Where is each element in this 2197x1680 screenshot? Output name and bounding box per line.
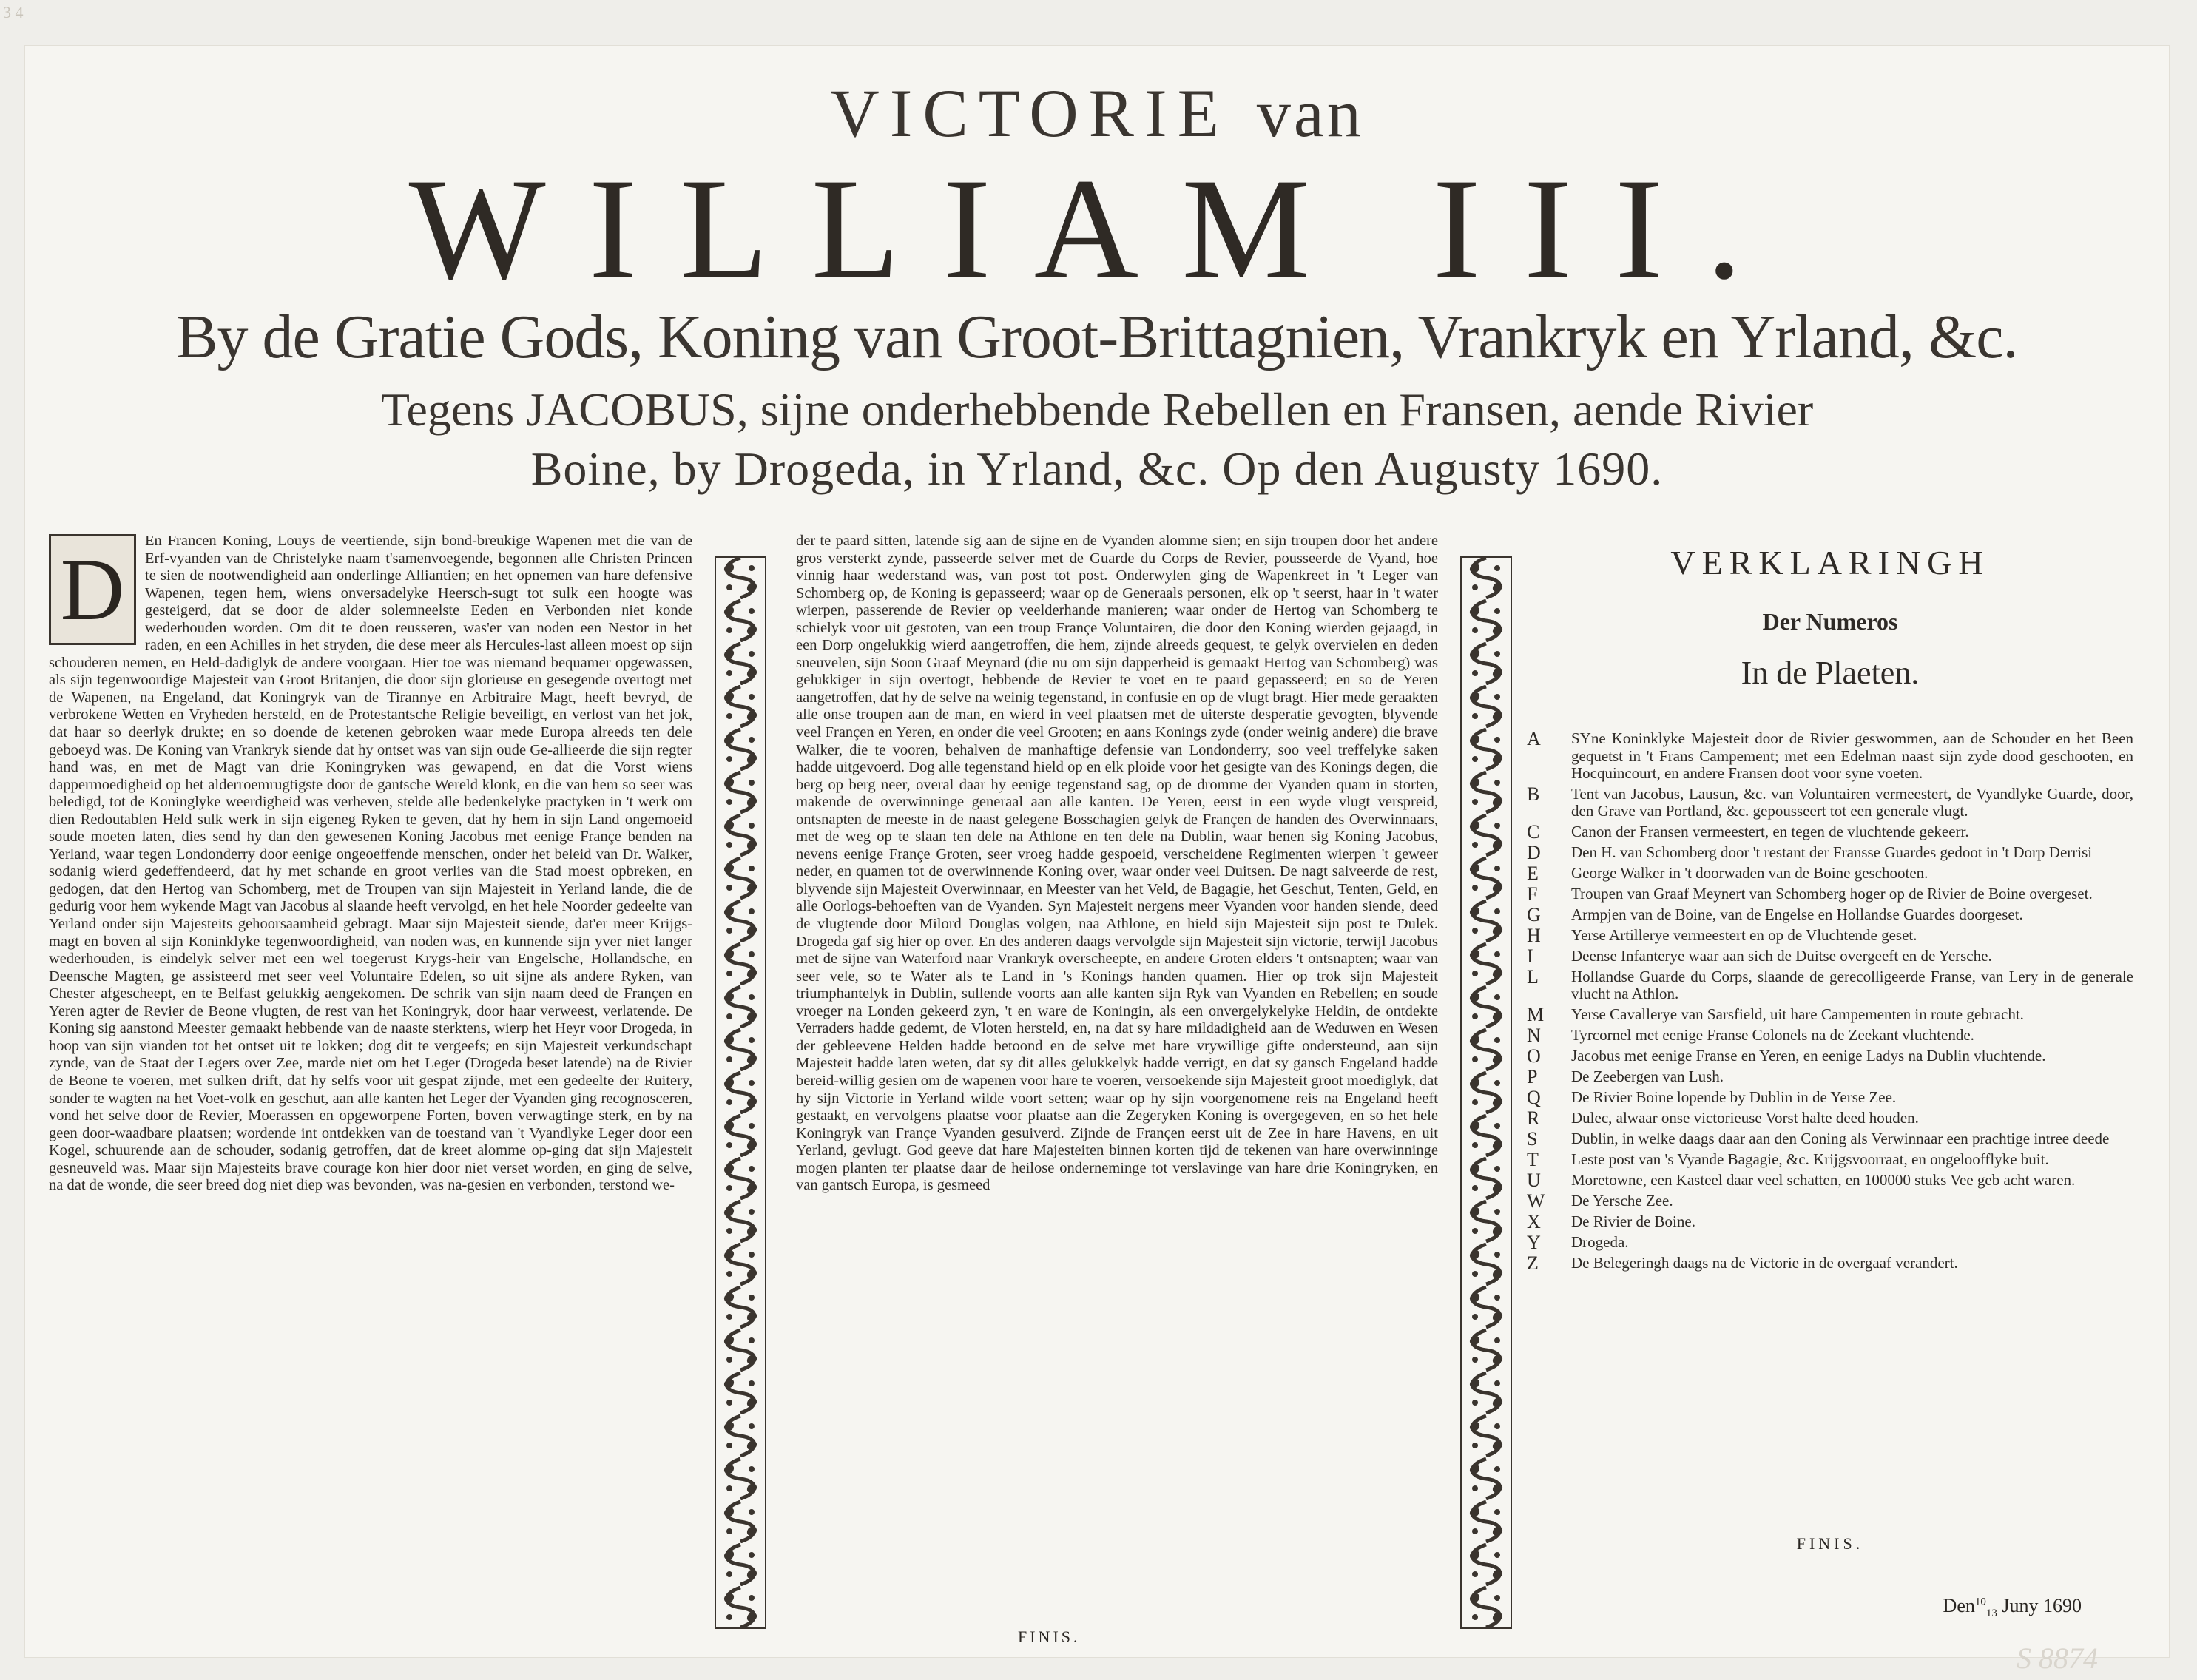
- legend-key: T: [1527, 1148, 1539, 1170]
- legend-key: P: [1527, 1065, 1538, 1087]
- legend-text: Moretowne, een Kasteel daar veel schatten, en 100000 stuks Vee geb acht waren.: [1571, 1170, 2076, 1189]
- legend-item: [1527, 1003, 2133, 1025]
- legend-text: De Yersche Zee.: [1571, 1191, 1673, 1210]
- legend-item: [1527, 1045, 2133, 1067]
- headline-van-word: van: [1256, 75, 1364, 151]
- legend-key: B: [1527, 783, 1540, 805]
- legend-text: SYne Koninklyke Majesteit door de Rivier geswommen, aan de Schouder en het Been gequetst in 't Frans Campement; met een Edelman naast sijn zyde dood geschooten, en Hocquincourt, en andere Fransen doot voor syne voeten.: [1571, 729, 2133, 782]
- headline-victorie: [25, 74, 2169, 152]
- legend-subtitle: Der Numeros: [1762, 608, 1898, 635]
- legend-text: Leste post van 's Vyande Bagagie, &c. Krijgsvoorraat, en ongeloofflyke buit.: [1571, 1150, 2049, 1168]
- legend-text: Yerse Cavallerye van Sarsfield, uit hare Campementen in route gebracht.: [1571, 1005, 2024, 1023]
- legend-key: U: [1527, 1169, 1541, 1191]
- legend-list: [1527, 730, 2133, 1275]
- legend-item: [1527, 1127, 2133, 1150]
- legend-key: W: [1527, 1190, 1545, 1212]
- legend-key: M: [1527, 1003, 1545, 1025]
- legend-text: Dulec, alwaar onse victorieuse Vorst halte deed houden.: [1571, 1108, 1919, 1127]
- legend-item: [1527, 862, 2133, 884]
- headline-boine: Boine, by Drogeda, in Yrland, &c. Op den Augusty 1690.: [530, 442, 1664, 495]
- legend-item: [1527, 783, 2133, 820]
- legend-text: De Rivier Boine lopende by Dublin in de Yerse Zee.: [1571, 1087, 1897, 1106]
- legend-key: F: [1527, 883, 1538, 905]
- pencil-inventory-mark: S 8874: [2017, 1642, 2098, 1675]
- legend-key: Y: [1527, 1231, 1541, 1253]
- legend-finis: FINIS.: [1796, 1534, 1864, 1553]
- legend-key: R: [1527, 1107, 1540, 1129]
- corner-pencil-mark: 3 4: [3, 3, 24, 21]
- legend-item: [1527, 903, 2133, 925]
- legend-key: E: [1527, 862, 1539, 884]
- dateline: [1943, 1595, 2082, 1620]
- legend-text: Troupen van Graaf Meynert van Schomberg hoger op de Rivier de Boine overgeset.: [1571, 884, 2093, 903]
- legend-item: [1527, 1065, 2133, 1087]
- legend-key: D: [1527, 841, 1541, 863]
- legend-key: Z: [1527, 1252, 1539, 1274]
- legend-key: S: [1527, 1127, 1538, 1150]
- legend-item: [1527, 1107, 2133, 1129]
- legend-key: N: [1527, 1024, 1541, 1046]
- headline-william: WILLIAM III.: [408, 149, 1786, 309]
- legend-item: [1527, 885, 2133, 903]
- legend-item: [1527, 1231, 2133, 1253]
- ornament-border-left: [715, 556, 766, 1629]
- legend-text: Den H. van Schomberg door 't restant der Fransse Guardes gedoot in 't Dorp Derrisi: [1571, 843, 2093, 861]
- legend-key: O: [1527, 1045, 1541, 1067]
- legend-item: [1527, 1169, 2133, 1191]
- legend-item: [1527, 924, 2133, 946]
- legend-text: Drogeda.: [1571, 1232, 1629, 1251]
- legend-text: Jacobus met eenige Franse en Yeren, en eenige Ladys na Dublin vluchtende.: [1571, 1046, 2046, 1065]
- legend-text: De Rivier de Boine.: [1571, 1212, 1695, 1230]
- legend-item: [1527, 820, 2133, 843]
- legend-key: X: [1527, 1210, 1541, 1232]
- legend-key: Q: [1527, 1086, 1541, 1108]
- legend-key: C: [1527, 820, 1540, 843]
- legend-subtitle-2: In de Plaeten.: [1741, 655, 1920, 691]
- article-finis: FINIS.: [1018, 1627, 1081, 1646]
- legend-text: De Belegeringh daags na de Victorie in de overgaaf verandert.: [1571, 1253, 1958, 1272]
- legend-key: G: [1527, 903, 1541, 925]
- article-text-middle: der te paard sitten, latende sig aan de sijne en de Vyanden alomme sien; en sijn troupen door het andere gros versterkt zynde, passeerde selver met de Guarde du Corps de Revier, pousseerde de Vyand, hoe vinnig haar wederstand was, van post tot post. Onderwylen ging de Wapenkreet in 't Leger van Schomberg op, de Koning is gepasseerd; waar op de Generaals personen, elk op 't seerst, haar in 't water wierpen, passerende de Revier op veelderhande manieren; waar onder de Hertog van Schomberg te schielyk voor uit gestoten, van een troup Françe Voluntairen, die door den Koning wierden gejaagd, in een Dorp ongelukkig wierd aangetroffen, die hem, zijnde alreeds gequest, te gelyk overvielen en deden sneuvelen, sijn Soon Graaf Meynard (die nu om sijn dapperheid is gemaakt Hertog van Schomberg) was gelukkiger in sijn overtogt, hebbende de Revier te voet en te paard gepasseerd; en so de Yeren aangetroffen, dat hy de selve na weinig tegenstand, in confusie en op de vlugt bragt. Hier mede geraakten alle onse troupen aan de man, en wierd in veel plaatsen met de uiterste desperatie gevogten, blyvende veel Françen en Yeren, en onder die veel Grooten; en aans Konings zyde (onder weinig andere) die brave Walker, die te vooren, behalven de manhaftige defensie van Londonderry, soo veel treffelyke saken hadde uitgevoerd. Dog alle tegenstand hield op en elk ploide voor het gesigte van des Konings degen, die berg op berg neer, overal daar hy eenige tegenstand sag, op de dromme der Vyanden quam in storten, makende de overwinninge generaal aan alle kanten. De Yeren, eerst in een wyde vlugt verspreid, ontsnapten de meeste in de naast gelegene Bosschagien gelyk de Françen de handen des Overwinnaars, met de weg op te slaan ten dele na Athlone en ten dele na Dublin, waar henen sig Koning Jacobus, nevens eenige Françe Groten, seer vroeg hadde gespoeid, verscheidene Regimenten wierpen 't geweer neder, en quamen tot de overwinnende Koning over, waar onder veel Duitsen. De nagt salveerde de rest, blyvende sijn Majesteit Overwinnaar, en Meester van het Veld, de Bagagie, het Geschut, Tenten, Geld, en alle Oorlogs-behoeften van de Vyanden. Syn Majesteit nergens meer Vyanden voor handen siende, deed de vlugtende door Milord Douglas volgen, naa Athlone, en hield sijn Majesteit sijn post te Dulek. Drogeda gaf sig hier op over. En des anderen daags vervolgde sijn Majesteit sijn victorie, terwijl Jacobus met de sijne van Waterford naar Vrankryk overscheepte, en andere Groten elders 't ontsnapten; waar van seer vele, so te Water als te Land in 's Konings handen quamen. Hier op trok sijn Majesteit triumphantelyk in Dublin, sullende voorts aan alle kanten sijn Ryk van Vyanden en Rebellen; en soude vroeger na Londen gekeerd zyn, 't en ware de Koningin, als een onvergelykelyke Heldin, de ontdekte Verraders hadde gedemt, de Vloten hersteld, en, na dat sy hare mildadigheid aan de Weduwen en Wesen der gebleevene Helden hadde betoond en de selve met hare vrywillige gifte ondersteund, aan sijn Majesteit hadde laten weten, dat sy dit alles gelukkelyk hadde verrigt, en dat sy gansch Engeland hadde bereid-willig gesien om de wapenen voor hare te voeren, versoekende sijn Majesteit groot moediglyk, dat hy sijn Victorie in Yerland wilde voort setten; waar op hy sijn voorgenomene reis na Engeland heeft gestaakt, en vervolgens plaatse voor plaatse aan die Zegeryken Koning is overgegeven, en so het hele Koningryk van Françe Vyanden gesuiverd. Zijnde de Françen eerst uit de Zee in hare Havens, en uit Yerland, gevlugt. God geeve dat hare Majesteiten binnen korten tijd de tekenen van hare overwinninge mogen planten ter plaatse daar de heilose onderneminge tot verslavinge van hare drie Koningryken, en van gantsch Europa, is gesmeed: [796, 533, 1438, 1194]
- legend-item: [1527, 841, 2133, 863]
- article-column-left: [49, 533, 692, 1195]
- legend-text: Deense Infanterye waar aan sich de Duitse overgeeft en de Yersche.: [1571, 946, 1992, 965]
- headline-tegens: Tegens JACOBUS, sijne onderhebbende Rebellen en Fransen, aende Rivier: [380, 383, 1814, 436]
- date-rest: Juny 1690: [2002, 1595, 2082, 1616]
- decorated-initial: D: [49, 534, 136, 645]
- legend-title: VERKLARINGH: [1670, 544, 1990, 581]
- legend-item: [1527, 1148, 2133, 1170]
- legend-item: [1527, 1252, 2133, 1274]
- legend-text: Tyrcornel met eenige Franse Colonels na de Zeekant vluchtende.: [1571, 1025, 1974, 1044]
- date-prefix: Den: [1943, 1595, 1975, 1616]
- legend-item: [1527, 965, 2133, 1003]
- legend-item: [1527, 1192, 2133, 1210]
- legend-item: [1527, 945, 2133, 967]
- legend-text: George Walker in 't doorwaden van de Boine geschooten.: [1571, 863, 1928, 882]
- legend-text: Tent van Jacobus, Lausun, &c. van Voluntairen vermeestert, de Vyandlyke Guarde, door, den Grave van Portland, &c. gepousseert tot een generale vlugt.: [1571, 784, 2133, 820]
- article-column-middle: [796, 533, 1438, 1195]
- legend-text: Armpjen van de Boine, van de Engelse en Hollandse Guardes doorgeset.: [1571, 905, 2023, 923]
- legend-key: I: [1527, 945, 1533, 967]
- article-text-left: En Francen Koning, Louys de veertiende, sijn bond-breukige Wapenen met die van de Erf-vyanden van de Christelyke naam t'samenvoegende, begonnen alle Christen Princen te sien de nootwendigheid aan onderlinge Alliantien; en het opnemen van hare defensive Wapenen, tegen hem, wiens onversadelyke Heersch-sugt tot sulk een hoogte was gesteigerd, dat se door de alder solemneelste Eeden en Verbonden niet konde wederhouden worden. Om dit te doen reusseren, was'er van noden een Nestor in het raden, en een Achilles in het stryden, die dese meer als Hercules-last alleen moest op sijn schouderen nemen, en Held-dadiglyk de andere voorgaan. Hier toe was niemand bequamer opgewassen, als sijn tegenwoordige Majesteit van Groot Britanjen, die door sijn glorieuse en gesegende overtogt met de Wapenen, na Engeland, dat Koningryk van de Tirannye en Arbitraire Magt, heeft bevryd, de verbrokene Wetten en Vryheden hersteld, en de Protestantsche Religie beveiligt, en verlost van het jok, dat haar so deerlyk drukte; en so doende de ketenen gebroken waar mede Europa alreeds ten dele geboeyd was. De Koning van Vrankryk siende dat hy ontset was van sijn oude Ge-allieerde die sijn regter hand was, en met de Magt van drie Koningryken was gewapend, en dat die Vorst wiens dappermoedigheid op het alderroemrugtigste door de gantsche Wereld klonk, en die van hem so seer was beledigd, tot de Koninglyke weerdigheid was verheven, stelde alle bedenkelyke practyken in 't werk om dien Redoutablen Held sulk werk in sijn eigeneg Ryken te geven, dat hy hem in sijn Land ongemoeid soude moeten laten, dies send hy dan den gewesenen Koning Jacobus met eenige Françe benden na Yerland, waar tegen Londonderry door eenige ongeoeffende menschen, onder het beleid van Dr. Walker, sodanig wierd gedeffendeerd, dat hy met schande en groot verlies van die Stad moest opbreken, en gedogen, dat den Hertog van Schomberg, met de Troupen van sijn Majesteit in Yerland lande, die de gedurig voor hem wykende Magt van Jacobus al slaande heeft vervolgd, en het hele Noorder gedeelte van Yerland onder sijn Majesteits gehoorsaamheid gebragt. Maar sijn Majesteit siende, dat'er meer Krijgs-magt en boven al sijn Koninklyke tegenwoordigheid, van noden was, en kunnende sijn yver niet langer wederhouden, is eindelyk selver met een wel toegerust Krygs-heir van Engelsche, Hollandsche, en Deensche Magten, ge assisteerd met seer veel Voluntaire Edelen, so uit sijne als andere Ryken, van Chester afgescheept, en te Belfast gelukkig aengekomen. De schrik van sijn naam deed de Françen en Yeren agter de Revier de Beone vlugten, de rest van het Koningryk, door haar verweest, verlatende. De Koning sig aanstond Meester gemaakt hebbende van de naaste sterktens, wierp het Heyr voor Drogeda, in hoop van sijn vianden tot het ontset uit te lokken; dog dit te vergeefs; en sijn Majesteit verkundschapt zynde, van de Staat der Legers over Zee, marde niet om het Leger (Drogeda beset latende) na de Rivier de Beone te voeren, met sulken drift, dat hy selfs voor uit gespat zijnde, met een gedeelte der Ruitery, sonder te wagten na het Voet-volk en geschut, aan alle kanten het Leger der Vyanden ging recognosceren, vond het selve door de Revier, Moerassen en opgeworpene Forten, boven verwagtinge sterk, en by na geen door-waadbare plaatsen; wordende int ontdekken van de toestand van 't Vyandlyke Leger door een Kogel, schuurende aan de schouder, sodanig getroffen, dat de kreet alomme op-ging dat sijn Majesteit gesneuveld was. Maar sijn Majesteits brave courage kon hier door niet verset worden, en ging de selve, na dat de wonde, die seer breed dog niet diep was bevonden, was na-gesien en verbonden, terstond we-: [49, 533, 692, 1194]
- date-day-bottom: 13: [1985, 1608, 1997, 1620]
- legend-text: Canon der Fransen vermeestert, en tegen de vluchtende gekeerr.: [1571, 822, 1969, 840]
- legend-item: [1527, 730, 2133, 783]
- legend-item: [1527, 1024, 2133, 1046]
- legend-text: De Zeebergen van Lush.: [1571, 1067, 1724, 1085]
- ornament-border-right: [1460, 556, 1512, 1629]
- headline-titles: By de Gratie Gods, Koning van Groot-Brittagnien, Vrankryk en Yrland, &c.: [176, 303, 2018, 371]
- legend-key: L: [1527, 965, 1539, 988]
- legend-item: [1527, 1210, 2133, 1232]
- legend-item: [1527, 1086, 2133, 1108]
- legend-key: H: [1527, 924, 1541, 946]
- legend-text: Yerse Artillerye vermeestert en op de Vluchtende geset.: [1571, 925, 1917, 944]
- legend-key: A: [1527, 728, 1541, 749]
- headline-victorie-word: VICTORIE: [830, 75, 1229, 151]
- legend-text: Dublin, in welke daags daar aan den Coning als Verwinnaar een prachtige intree deede: [1571, 1129, 2110, 1147]
- date-day-top: 10: [1974, 1596, 1986, 1608]
- legend-text: Hollandse Guarde du Corps, slaande de gerecolligeerde Franse, van Lery in de generale vlucht na Athlon.: [1571, 967, 2133, 1002]
- broadsheet: [25, 46, 2169, 1675]
